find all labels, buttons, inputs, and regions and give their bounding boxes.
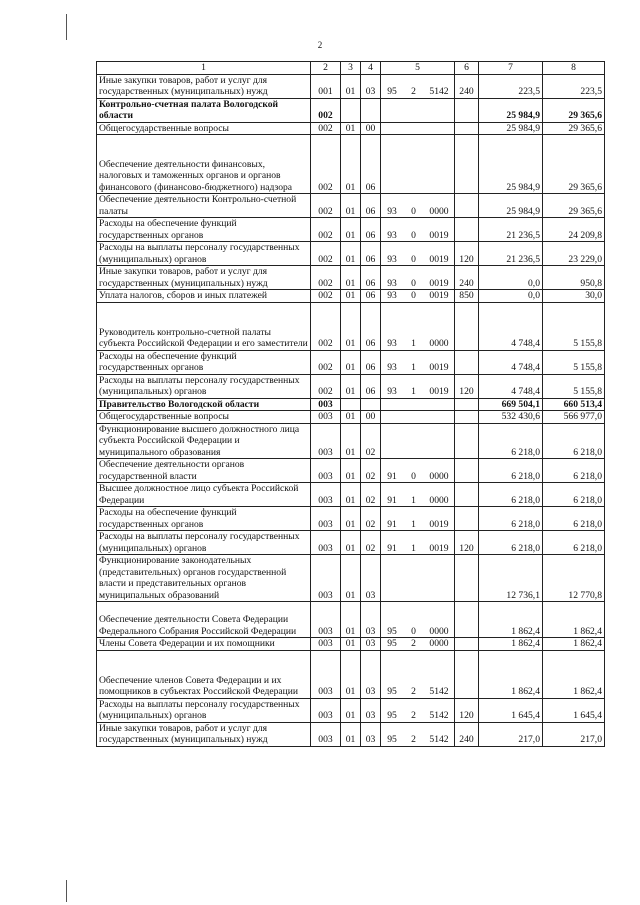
- admin-code-cell: 002: [311, 218, 341, 242]
- subsection-cell: 02: [361, 507, 381, 531]
- target-article-cell: [381, 266, 455, 290]
- table-row: [97, 698, 605, 722]
- admin-code-cell: 002: [311, 350, 341, 374]
- expense-type-cell: [455, 398, 479, 411]
- section-cell: 01: [341, 374, 361, 398]
- admin-code-cell: 003: [311, 423, 341, 459]
- section-cell: 01: [341, 122, 361, 135]
- target-article-program: 93: [387, 253, 397, 265]
- target-article-direction: 0019: [429, 362, 449, 373]
- table-row: [97, 74, 605, 98]
- target-article-direction: 0000: [429, 625, 449, 637]
- admin-code-cell: 003: [311, 555, 341, 602]
- target-article-subprogram: 2: [411, 734, 416, 745]
- target-article-direction: 5142: [429, 734, 449, 745]
- table-row: [97, 531, 605, 555]
- column-header: 2: [311, 62, 341, 75]
- section-cell: 01: [341, 698, 361, 722]
- target-article-direction: 0019: [429, 229, 449, 241]
- target-article-program: 91: [387, 470, 397, 482]
- section-cell: 01: [341, 423, 361, 459]
- section-cell: 01: [341, 411, 361, 424]
- target-article-program: 95: [387, 710, 397, 721]
- admin-code-cell: 003: [311, 638, 341, 651]
- target-article-subprogram: 0: [411, 277, 416, 289]
- admin-code-cell: 003: [311, 722, 341, 746]
- row-name-cell: Расходы на выплаты персоналу государственных (муниципальных) органов: [97, 698, 311, 722]
- table-body: [97, 74, 605, 746]
- row-name-cell: Расходы на выплаты персоналу государственных (муниципальных) органов: [97, 242, 311, 266]
- target-article-program: 91: [387, 494, 397, 506]
- section-cell: 01: [341, 242, 361, 266]
- row-name-cell: Обеспечение членов Совета Федерации и их помощников в субъектах Российской Федерации: [97, 650, 311, 698]
- admin-code-cell: 002: [311, 266, 341, 290]
- section-cell: 01: [341, 459, 361, 483]
- row-name-cell: Обеспечение деятельности Совета Федерации Федерального Собрания Российской Федерации: [97, 602, 311, 638]
- subsection-cell: 03: [361, 555, 381, 602]
- target-article-cell: [381, 459, 455, 483]
- subsection-cell: 02: [361, 531, 381, 555]
- target-article-direction: 0019: [429, 277, 449, 289]
- row-name-cell: Члены Совета Федерации и их помощники: [97, 638, 311, 651]
- expense-type-cell: 240: [455, 722, 479, 746]
- binding-margin-mark-top: [66, 14, 67, 40]
- target-article-cell: [381, 423, 455, 459]
- table-row: [97, 122, 605, 135]
- target-article-cell: [381, 507, 455, 531]
- amount-year2-cell: 6 218,0: [543, 483, 605, 507]
- column-header: 6: [455, 62, 479, 75]
- subsection-cell: 00: [361, 122, 381, 135]
- target-article-program: 93: [387, 277, 397, 289]
- amount-year2-cell: 217,0: [543, 722, 605, 746]
- amount-year1-cell: 6 218,0: [479, 531, 543, 555]
- target-article-cell: [381, 531, 455, 555]
- column-header: 7: [479, 62, 543, 75]
- target-article-direction: 0000: [429, 205, 449, 217]
- expense-type-cell: [455, 194, 479, 218]
- expense-type-cell: [455, 98, 479, 122]
- table-row: [97, 555, 605, 602]
- amount-year1-cell: 4 748,4: [479, 350, 543, 374]
- section-cell: 01: [341, 638, 361, 651]
- admin-code-cell: 003: [311, 602, 341, 638]
- table-row: [97, 722, 605, 746]
- column-number-row: [97, 62, 605, 75]
- admin-code-cell: 003: [311, 483, 341, 507]
- column-header: 4: [361, 62, 381, 75]
- target-article-direction: 0019: [429, 386, 449, 397]
- table-row: [97, 290, 605, 303]
- expense-type-cell: 120: [455, 698, 479, 722]
- amount-year1-cell: 1 862,4: [479, 638, 543, 651]
- target-article-program: 93: [387, 362, 397, 373]
- table-row: [97, 350, 605, 374]
- subsection-cell: [361, 398, 381, 411]
- amount-year1-cell: 669 504,1: [479, 398, 543, 411]
- amount-year2-cell: 5 155,8: [543, 302, 605, 350]
- admin-code-cell: 002: [311, 135, 341, 194]
- target-article-cell: [381, 398, 455, 411]
- target-article-subprogram: 1: [411, 338, 416, 349]
- amount-year1-cell: 532 430,6: [479, 411, 543, 424]
- table-row: [97, 266, 605, 290]
- expense-type-cell: 850: [455, 290, 479, 303]
- amount-year2-cell: 24 209,8: [543, 218, 605, 242]
- admin-code-cell: 003: [311, 507, 341, 531]
- expense-type-cell: 120: [455, 531, 479, 555]
- amount-year2-cell: 1 862,4: [543, 638, 605, 651]
- amount-year1-cell: 6 218,0: [479, 423, 543, 459]
- row-name-cell: Расходы на обеспечение функций государственных органов: [97, 218, 311, 242]
- target-article-cell: [381, 602, 455, 638]
- target-article-subprogram: 2: [411, 86, 416, 97]
- subsection-cell: 06: [361, 242, 381, 266]
- section-cell: 01: [341, 302, 361, 350]
- amount-year2-cell: 566 977,0: [543, 411, 605, 424]
- target-article-subprogram: 2: [411, 638, 416, 649]
- target-article-direction: 0019: [429, 542, 449, 554]
- expense-type-cell: 240: [455, 266, 479, 290]
- amount-year1-cell: 223,5: [479, 74, 543, 98]
- target-article-cell: [381, 74, 455, 98]
- amount-year2-cell: 29 365,6: [543, 98, 605, 122]
- amount-year1-cell: 1 645,4: [479, 698, 543, 722]
- row-name-cell: Функционирование высшего должностного лица субъекта Российской Федерации и муниципального образования: [97, 423, 311, 459]
- subsection-cell: [361, 98, 381, 122]
- amount-year1-cell: 21 236,5: [479, 218, 543, 242]
- target-article-cell: [381, 122, 455, 135]
- section-cell: 01: [341, 194, 361, 218]
- expense-type-cell: [455, 302, 479, 350]
- table-row: [97, 423, 605, 459]
- row-name-cell: Уплата налогов, сборов и иных платежей: [97, 290, 311, 303]
- admin-code-cell: 002: [311, 242, 341, 266]
- row-name-cell: Обеспечение деятельности органов государственной власти: [97, 459, 311, 483]
- target-article-direction: 0000: [429, 470, 449, 482]
- subsection-cell: 03: [361, 698, 381, 722]
- row-name-cell: Правительство Вологодской области: [97, 398, 311, 411]
- section-cell: 01: [341, 507, 361, 531]
- amount-year2-cell: 6 218,0: [543, 423, 605, 459]
- amount-year1-cell: 21 236,5: [479, 242, 543, 266]
- expense-type-cell: [455, 602, 479, 638]
- table-row: [97, 602, 605, 638]
- expense-type-cell: [455, 459, 479, 483]
- subsection-cell: 06: [361, 266, 381, 290]
- target-article-cell: [381, 98, 455, 122]
- subsection-cell: 02: [361, 483, 381, 507]
- target-article-subprogram: 0: [411, 205, 416, 217]
- amount-year2-cell: 30,0: [543, 290, 605, 303]
- budget-table: [96, 61, 605, 747]
- table-row: [97, 411, 605, 424]
- amount-year2-cell: 29 365,6: [543, 135, 605, 194]
- subsection-cell: 00: [361, 411, 381, 424]
- admin-code-cell: 002: [311, 98, 341, 122]
- target-article-program: 95: [387, 625, 397, 637]
- subsection-cell: 03: [361, 602, 381, 638]
- target-article-subprogram: 0: [411, 290, 416, 301]
- amount-year2-cell: 6 218,0: [543, 459, 605, 483]
- amount-year1-cell: 0,0: [479, 290, 543, 303]
- target-article-subprogram: 1: [411, 386, 416, 397]
- expense-type-cell: 240: [455, 74, 479, 98]
- target-article-subprogram: 1: [411, 362, 416, 373]
- row-name-cell: Контрольно-счетная палата Вологодской области: [97, 98, 311, 122]
- row-name-cell: Расходы на выплаты персоналу государственных (муниципальных) органов: [97, 374, 311, 398]
- target-article-subprogram: 0: [411, 625, 416, 637]
- table-row: [97, 242, 605, 266]
- column-header: 3: [341, 62, 361, 75]
- target-article-cell: [381, 302, 455, 350]
- amount-year2-cell: 950,8: [543, 266, 605, 290]
- amount-year2-cell: 660 513,4: [543, 398, 605, 411]
- page-number: 2: [317, 40, 323, 50]
- table-row: [97, 135, 605, 194]
- table-row: [97, 302, 605, 350]
- target-article-cell: [381, 350, 455, 374]
- target-article-cell: [381, 650, 455, 698]
- target-article-program: 95: [387, 638, 397, 649]
- target-article-subprogram: 1: [411, 494, 416, 506]
- section-cell: 01: [341, 74, 361, 98]
- table-row: [97, 650, 605, 698]
- amount-year2-cell: 12 770,8: [543, 555, 605, 602]
- subsection-cell: 02: [361, 459, 381, 483]
- subsection-cell: 03: [361, 74, 381, 98]
- column-header: 8: [543, 62, 605, 75]
- row-name-cell: Общегосударственные вопросы: [97, 122, 311, 135]
- subsection-cell: 03: [361, 722, 381, 746]
- section-cell: 01: [341, 135, 361, 194]
- amount-year1-cell: 25 984,9: [479, 98, 543, 122]
- amount-year1-cell: 217,0: [479, 722, 543, 746]
- row-name-cell: Иные закупки товаров, работ и услуг для государственных (муниципальных) нужд: [97, 722, 311, 746]
- expense-type-cell: 120: [455, 374, 479, 398]
- row-name-cell: Обеспечение деятельности финансовых, налоговых и таможенных органов и органов финансового (финансово-бюджетного) надзора: [97, 135, 311, 194]
- section-cell: 01: [341, 555, 361, 602]
- amount-year1-cell: 0,0: [479, 266, 543, 290]
- table-row: [97, 459, 605, 483]
- target-article-program: 93: [387, 205, 397, 217]
- expense-type-cell: [455, 350, 479, 374]
- subsection-cell: 06: [361, 290, 381, 303]
- target-article-program: 91: [387, 518, 397, 530]
- target-article-program: 95: [387, 686, 397, 697]
- amount-year1-cell: 25 984,9: [479, 194, 543, 218]
- expense-type-cell: 120: [455, 242, 479, 266]
- target-article-cell: [381, 135, 455, 194]
- expense-type-cell: [455, 423, 479, 459]
- target-article-cell: [381, 555, 455, 602]
- section-cell: 01: [341, 531, 361, 555]
- section-cell: 01: [341, 722, 361, 746]
- section-cell: [341, 98, 361, 122]
- target-article-direction: 5142: [429, 710, 449, 721]
- expense-type-cell: [455, 218, 479, 242]
- target-article-subprogram: 0: [411, 253, 416, 265]
- subsection-cell: 06: [361, 374, 381, 398]
- target-article-direction: 0000: [429, 638, 449, 649]
- amount-year2-cell: 1 862,4: [543, 602, 605, 638]
- amount-year2-cell: 5 155,8: [543, 374, 605, 398]
- admin-code-cell: 002: [311, 374, 341, 398]
- row-name-cell: Высшее должностное лицо субъекта Российской Федерации: [97, 483, 311, 507]
- amount-year2-cell: 5 155,8: [543, 350, 605, 374]
- amount-year1-cell: 25 984,9: [479, 135, 543, 194]
- expense-type-cell: [455, 122, 479, 135]
- table-row: [97, 398, 605, 411]
- subsection-cell: 06: [361, 302, 381, 350]
- admin-code-cell: 003: [311, 650, 341, 698]
- target-article-cell: [381, 411, 455, 424]
- admin-code-cell: 003: [311, 398, 341, 411]
- target-article-subprogram: 0: [411, 229, 416, 241]
- target-article-direction: 5142: [429, 686, 449, 697]
- target-article-cell: [381, 374, 455, 398]
- section-cell: 01: [341, 602, 361, 638]
- amount-year1-cell: 6 218,0: [479, 483, 543, 507]
- admin-code-cell: 002: [311, 290, 341, 303]
- table-row: [97, 374, 605, 398]
- target-article-cell: [381, 722, 455, 746]
- amount-year1-cell: 1 862,4: [479, 650, 543, 698]
- table-row: [97, 638, 605, 651]
- table-row: [97, 194, 605, 218]
- target-article-program: 95: [387, 86, 397, 97]
- expense-type-cell: [455, 411, 479, 424]
- target-article-program: 93: [387, 290, 397, 301]
- amount-year1-cell: 6 218,0: [479, 507, 543, 531]
- amount-year2-cell: 1 862,4: [543, 650, 605, 698]
- section-cell: 01: [341, 218, 361, 242]
- row-name-cell: Руководитель контрольно-счетной палаты субъекта Российской Федерации и его заместители: [97, 302, 311, 350]
- target-article-subprogram: 2: [411, 686, 416, 697]
- amount-year2-cell: 29 365,6: [543, 194, 605, 218]
- target-article-direction: 5142: [429, 86, 449, 97]
- table-row: [97, 483, 605, 507]
- amount-year1-cell: 25 984,9: [479, 122, 543, 135]
- column-header: 5: [381, 62, 455, 75]
- subsection-cell: 06: [361, 135, 381, 194]
- subsection-cell: 03: [361, 650, 381, 698]
- target-article-cell: [381, 290, 455, 303]
- binding-margin-mark-bottom: [66, 880, 67, 902]
- target-article-program: 91: [387, 542, 397, 554]
- amount-year2-cell: 6 218,0: [543, 531, 605, 555]
- target-article-cell: [381, 242, 455, 266]
- target-article-cell: [381, 698, 455, 722]
- target-article-subprogram: 1: [411, 542, 416, 554]
- amount-year2-cell: 29 365,6: [543, 122, 605, 135]
- row-name-cell: Общегосударственные вопросы: [97, 411, 311, 424]
- table-row: [97, 507, 605, 531]
- expense-type-cell: [455, 135, 479, 194]
- target-article-direction: 0019: [429, 253, 449, 265]
- subsection-cell: 03: [361, 638, 381, 651]
- admin-code-cell: 002: [311, 302, 341, 350]
- subsection-cell: 02: [361, 423, 381, 459]
- amount-year1-cell: 6 218,0: [479, 459, 543, 483]
- target-article-direction: 0000: [429, 494, 449, 506]
- admin-code-cell: 002: [311, 194, 341, 218]
- amount-year2-cell: 6 218,0: [543, 507, 605, 531]
- admin-code-cell: 003: [311, 698, 341, 722]
- row-name-cell: Расходы на обеспечение функций государственных органов: [97, 350, 311, 374]
- row-name-cell: Иные закупки товаров, работ и услуг для государственных (муниципальных) нужд: [97, 266, 311, 290]
- amount-year2-cell: 23 229,0: [543, 242, 605, 266]
- expense-type-cell: [455, 507, 479, 531]
- target-article-cell: [381, 638, 455, 651]
- amount-year2-cell: 223,5: [543, 74, 605, 98]
- target-article-program: 95: [387, 734, 397, 745]
- section-cell: [341, 398, 361, 411]
- target-article-subprogram: 2: [411, 710, 416, 721]
- section-cell: 01: [341, 266, 361, 290]
- subsection-cell: 06: [361, 350, 381, 374]
- admin-code-cell: 003: [311, 411, 341, 424]
- table-row: [97, 98, 605, 122]
- target-article-program: 93: [387, 386, 397, 397]
- admin-code-cell: 001: [311, 74, 341, 98]
- section-cell: 01: [341, 350, 361, 374]
- section-cell: 01: [341, 483, 361, 507]
- row-name-cell: Обеспечение деятельности Контрольно-счетной палаты: [97, 194, 311, 218]
- target-article-direction: 0019: [429, 290, 449, 301]
- target-article-cell: [381, 194, 455, 218]
- row-name-cell: Расходы на выплаты персоналу государственных (муниципальных) органов: [97, 531, 311, 555]
- subsection-cell: 06: [361, 218, 381, 242]
- target-article-program: 93: [387, 229, 397, 241]
- expense-type-cell: [455, 650, 479, 698]
- target-article-cell: [381, 483, 455, 507]
- column-header: 1: [97, 62, 311, 75]
- section-cell: 01: [341, 290, 361, 303]
- target-article-subprogram: 0: [411, 470, 416, 482]
- amount-year2-cell: 1 645,4: [543, 698, 605, 722]
- table-row: [97, 218, 605, 242]
- admin-code-cell: 003: [311, 459, 341, 483]
- row-name-cell: Расходы на обеспечение функций государственных органов: [97, 507, 311, 531]
- amount-year1-cell: 4 748,4: [479, 302, 543, 350]
- target-article-cell: [381, 218, 455, 242]
- admin-code-cell: 003: [311, 531, 341, 555]
- expense-type-cell: [455, 555, 479, 602]
- amount-year1-cell: 12 736,1: [479, 555, 543, 602]
- target-article-direction: 0019: [429, 518, 449, 530]
- amount-year1-cell: 1 862,4: [479, 602, 543, 638]
- target-article-subprogram: 1: [411, 518, 416, 530]
- amount-year1-cell: 4 748,4: [479, 374, 543, 398]
- subsection-cell: 06: [361, 194, 381, 218]
- target-article-direction: 0000: [429, 338, 449, 349]
- expense-type-cell: [455, 483, 479, 507]
- admin-code-cell: 002: [311, 122, 341, 135]
- section-cell: 01: [341, 650, 361, 698]
- row-name-cell: Функционирование законодательных (представительных) органов государственной власти и представительных органов муниципальных образований: [97, 555, 311, 602]
- expense-type-cell: [455, 638, 479, 651]
- row-name-cell: Иные закупки товаров, работ и услуг для государственных (муниципальных) нужд: [97, 74, 311, 98]
- target-article-program: 93: [387, 338, 397, 349]
